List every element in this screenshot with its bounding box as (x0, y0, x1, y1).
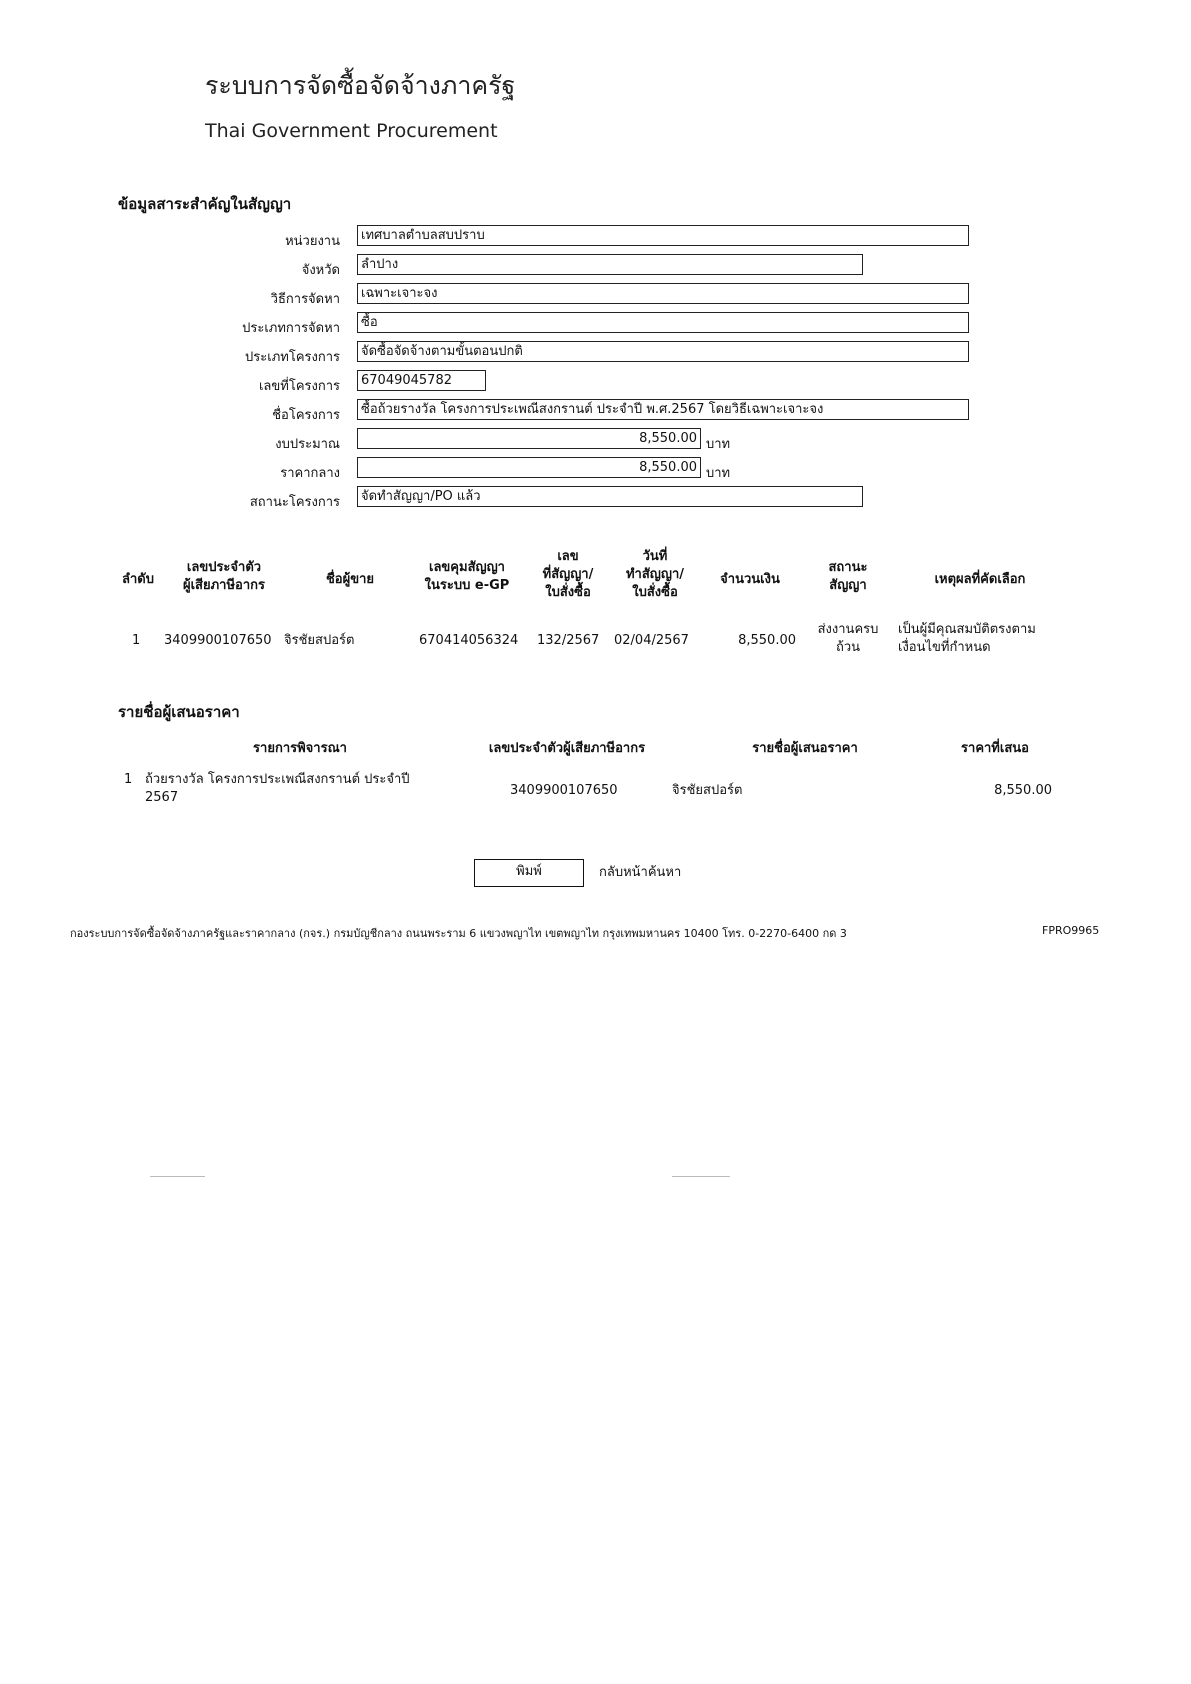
bidders-col-header-tax-id: เลขประจำตัวผู้เสียภาษีอากร (488, 741, 646, 756)
field-median-price-unit: บาท (706, 466, 731, 481)
field-budget-unit: บาท (706, 437, 731, 452)
col-header-contract-date: วันที่ ทำสัญญา/ ใบสั่งซื้อ (625, 549, 684, 600)
bidder-cell-tax-id: 3409900107650 (510, 783, 618, 798)
field-label-province: จังหวัด (301, 263, 340, 278)
field-project-name: ซื้อถ้วยรางวัล โครงการประเพณีสงกรานต์ ประจำปี พ.ศ.2567 โดยวิธีเฉพาะเจาะจง (357, 399, 969, 420)
scan-speck (150, 1176, 205, 1177)
field-procurement-type: ซื้อ (357, 312, 969, 333)
field-label-project-type: ประเภทโครงการ (245, 350, 340, 365)
col-header-vendor: ชื่อผู้ขาย (325, 572, 375, 587)
col-header-seq: ลำดับ (122, 572, 154, 587)
field-budget: 8,550.00 (357, 428, 701, 449)
col-header-tax-id: เลขประจำตัว ผู้เสียภาษีอากร (182, 560, 265, 593)
col-header-selection-reason: เหตุผลที่คัดเลือก (934, 572, 1026, 587)
cell-egp-number: 670414056324 (419, 633, 519, 648)
bidder-cell-price: 8,550.00 (994, 783, 1052, 798)
bidder-cell-name: จิรชัยสปอร์ต (672, 783, 743, 798)
footer-form-code: FPRO9965 (1042, 924, 1100, 937)
page-title-th: ระบบการจัดซื้อจัดจ้างภาครัฐ (205, 71, 516, 100)
bidders-col-header-item: รายการพิจารณา (253, 741, 347, 756)
field-project-status: จัดทำสัญญา/PO แล้ว (357, 486, 863, 507)
field-label-agency: หน่วยงาน (285, 234, 340, 249)
field-province: ลำปาง (357, 254, 863, 275)
field-agency: เทศบาลตำบลสบปราบ (357, 225, 969, 246)
field-label-method: วิธีการจัดหา (270, 292, 340, 307)
cell-contract-date: 02/04/2567 (614, 633, 689, 648)
col-header-contract-number: เลข ที่สัญญา/ ใบสั่งซื้อ (542, 549, 594, 600)
scan-speck (672, 1176, 730, 1177)
col-header-egp-number: เลขคุมสัญญา ในระบบ e-GP (424, 560, 510, 593)
page-title-en: Thai Government Procurement (205, 120, 498, 142)
cell-contract-number: 132/2567 (537, 633, 600, 648)
bidders-col-header-price: ราคาที่เสนอ (961, 741, 1029, 756)
field-project-number: 67049045782 (357, 370, 486, 391)
footer-address: กองระบบการจัดซื้อจัดจ้างภาครัฐและราคากลาง (กจร.) กรมบัญชีกลาง ถนนพระราม 6 แขวงพญาไท เขตพญาไท กรุงเทพมหานคร 10400 โทร. 0-2270-6400 กด 3 (70, 927, 847, 940)
back-to-search-link[interactable]: กลับหน้าค้นหา (599, 865, 682, 880)
field-label-procurement-type: ประเภทการจัดหา (242, 321, 340, 336)
field-method: เฉพาะเจาะจง (357, 283, 969, 304)
field-label-project-name: ชื่อโครงการ (272, 408, 340, 423)
col-header-amount: จำนวนเงิน (720, 572, 780, 587)
field-project-type: จัดซื้อจัดจ้างตามขั้นตอนปกติ (357, 341, 969, 362)
field-label-budget: งบประมาณ (275, 437, 340, 452)
print-button[interactable]: พิมพ์ (474, 859, 584, 887)
field-median-price: 8,550.00 (357, 457, 701, 478)
cell-amount: 8,550.00 (738, 633, 796, 648)
bidder-cell-seq: 1 (124, 772, 133, 787)
cell-tax-id: 3409900107650 (164, 633, 272, 648)
cell-contract-status: ส่งงานครบ ถ้วน (817, 622, 879, 655)
field-label-median-price: ราคากลาง (280, 466, 340, 481)
col-header-contract-status: สถานะ สัญญา (828, 560, 868, 593)
cell-vendor: จิรชัยสปอร์ต (284, 633, 355, 648)
bidders-col-header-name: รายชื่อผู้เสนอราคา (752, 741, 858, 756)
cell-seq: 1 (132, 633, 141, 648)
bidders-heading: รายชื่อผู้เสนอราคา (118, 703, 240, 721)
contract-info-heading: ข้อมูลสาระสำคัญในสัญญา (118, 195, 292, 213)
bidder-cell-item: ถ้วยรางวัล โครงการประเพณีสงกรานต์ ประจำปี 2567 (145, 772, 410, 805)
field-label-project-number: เลขที่โครงการ (258, 379, 340, 394)
field-label-project-status: สถานะโครงการ (249, 495, 340, 510)
cell-selection-reason: เป็นผู้มีคุณสมบัติตรงตาม เงื่อนไขที่กำหนด (898, 622, 1036, 655)
